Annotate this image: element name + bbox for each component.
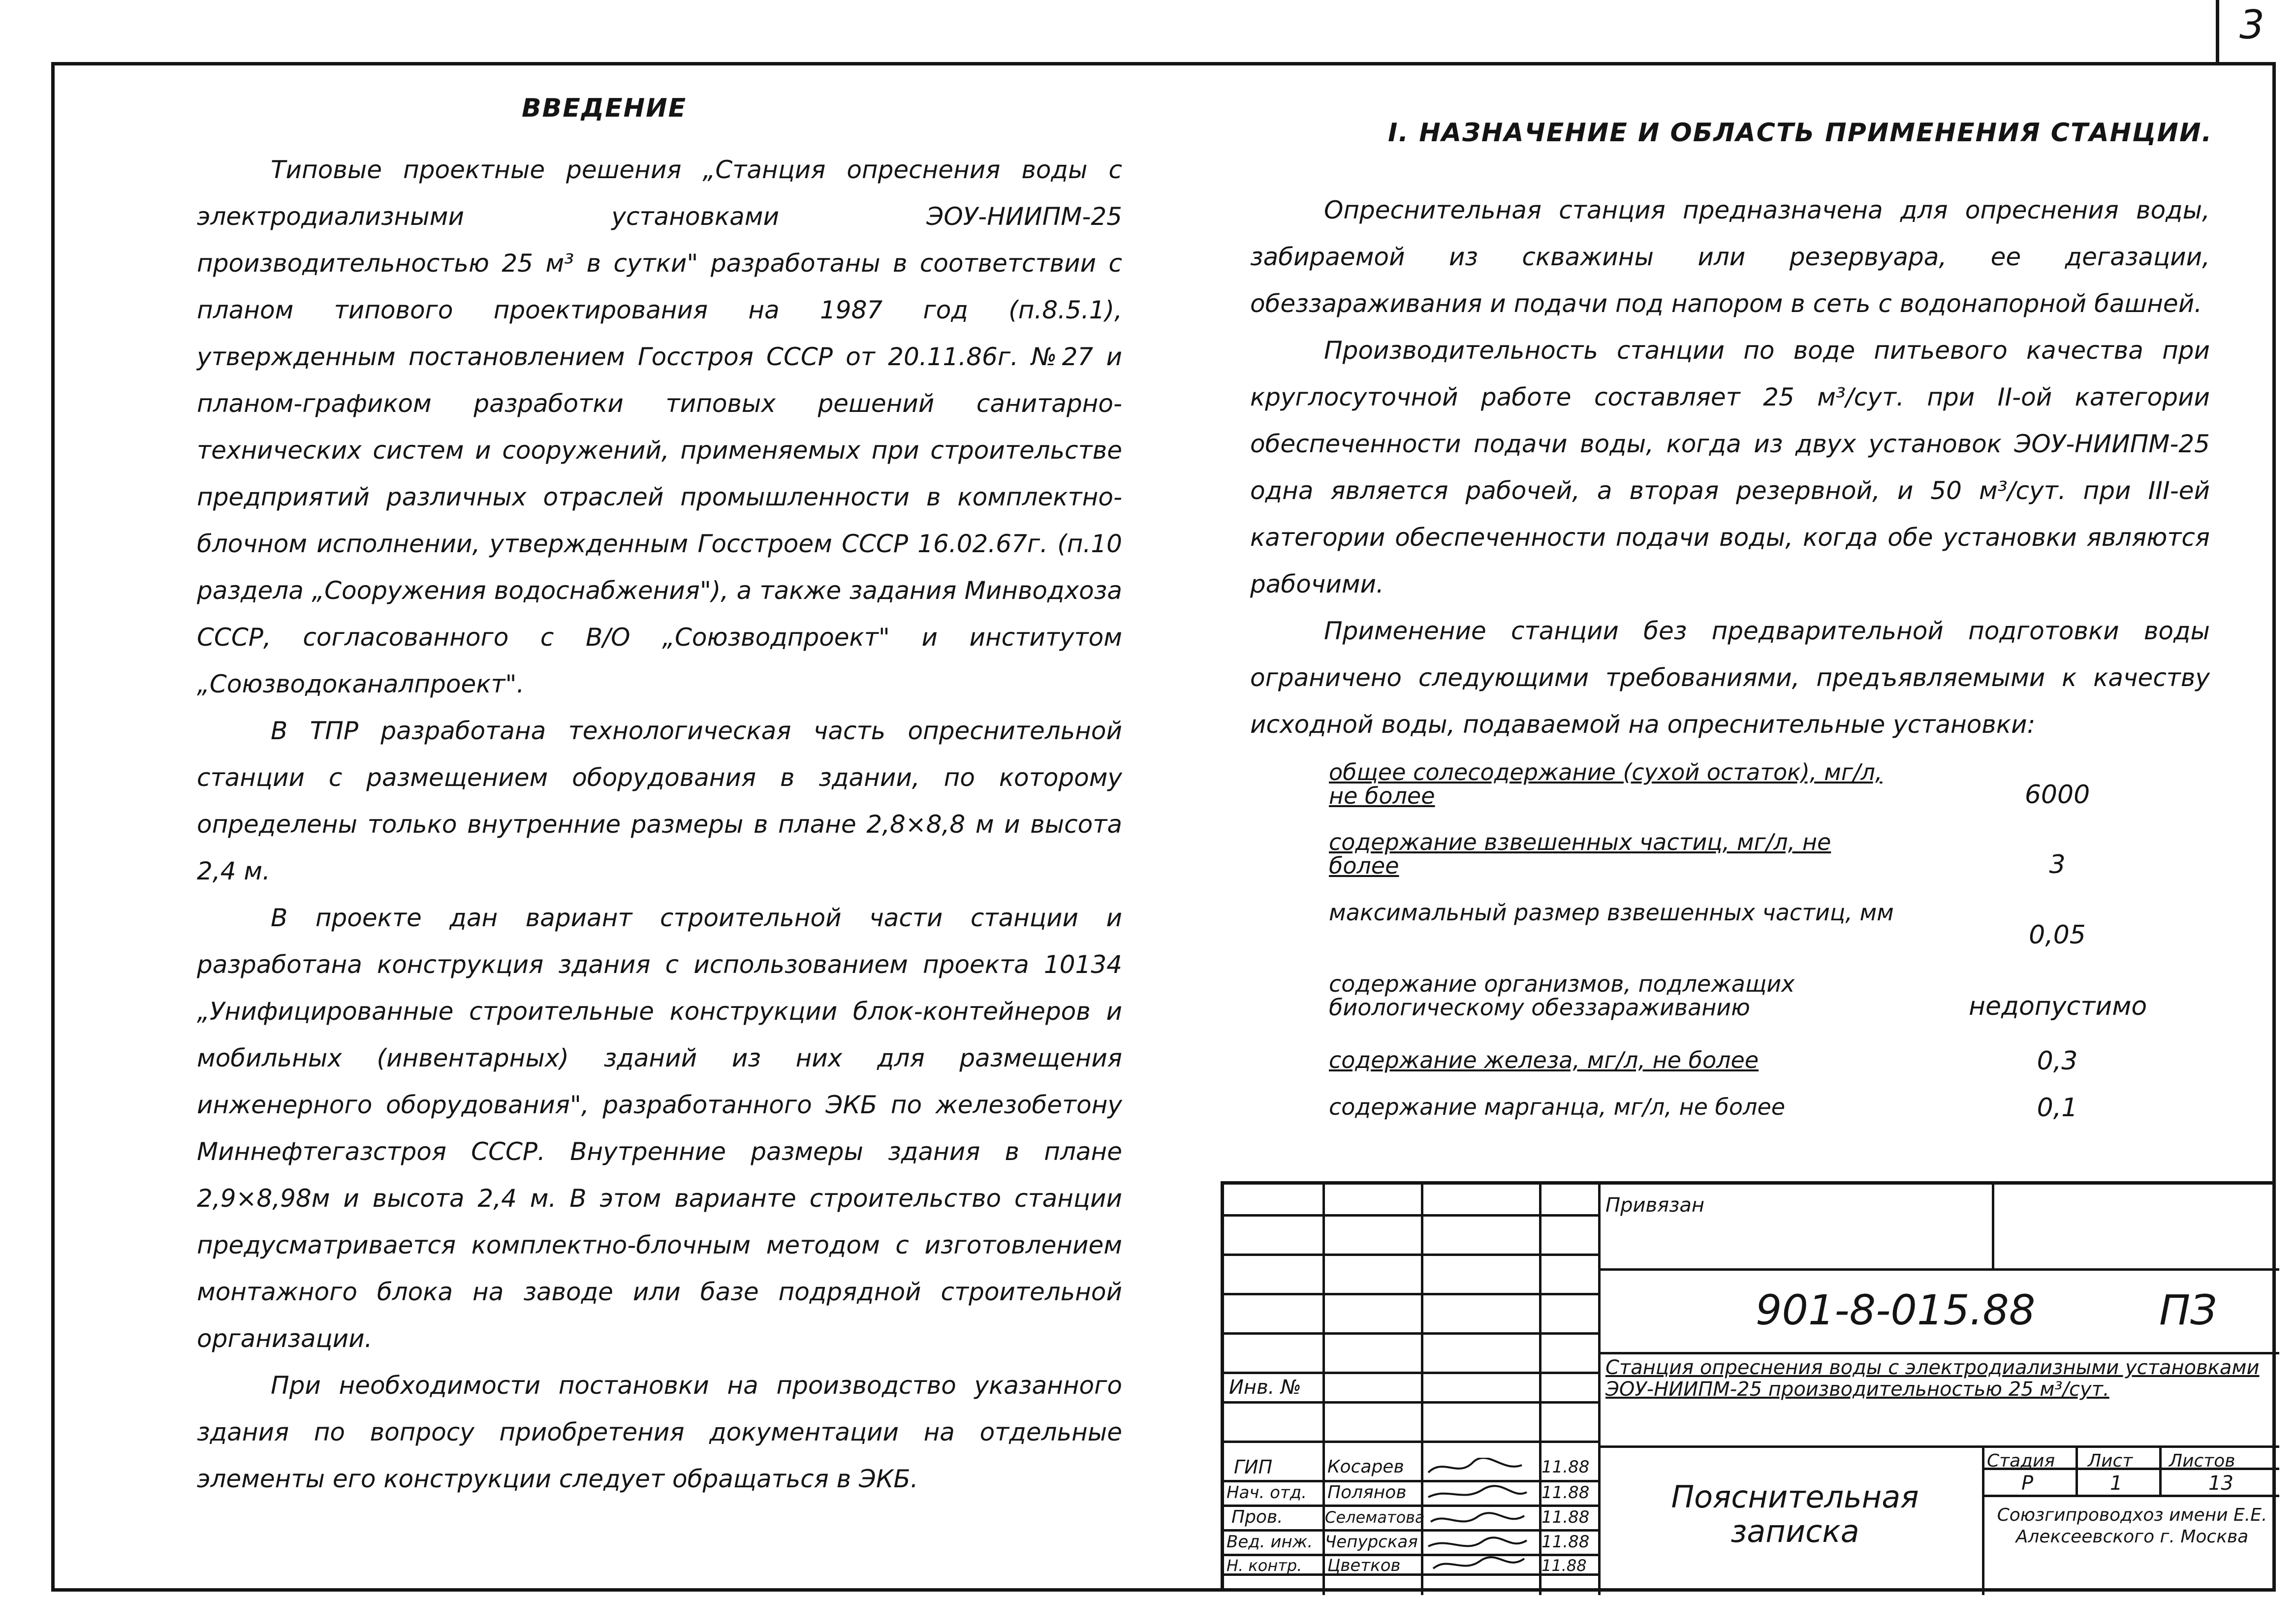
sheets-header: Листов bbox=[2169, 1451, 2235, 1471]
intro-heading: ВВЕДЕНИЕ bbox=[522, 94, 687, 123]
sheets-value: 13 bbox=[2208, 1472, 2233, 1495]
signature-name: Селематова bbox=[1325, 1508, 1425, 1527]
requirement-value: 0,3 bbox=[2037, 1046, 2078, 1076]
privyazan-label: Привязан bbox=[1605, 1194, 1705, 1217]
signature-date: 11.88 bbox=[1541, 1483, 1590, 1503]
requirement-value: 0,1 bbox=[2037, 1093, 2078, 1123]
sheet-number: 3 bbox=[2239, 2, 2265, 48]
requirement-label: содержание взвешенных частиц, мг/л, не более bbox=[1329, 829, 1831, 879]
stage-header: Стадия bbox=[1987, 1451, 2055, 1471]
requirement-label: содержание железа, мг/л, не более bbox=[1329, 1047, 1759, 1073]
signature-role: Н. контр. bbox=[1227, 1556, 1302, 1575]
title-block bbox=[1221, 1181, 2276, 1592]
requirement-label: максимальный размер взвешенных частиц, мм bbox=[1329, 899, 1894, 926]
requirement-label: содержание марганца, мг/л, не более bbox=[1329, 1094, 1786, 1120]
section1-heading: I. НАЗНАЧЕНИЕ И ОБЛАСТЬ ПРИМЕНЕНИЯ СТАНЦИИ. bbox=[1388, 118, 2213, 148]
requirement-value: недопустимо bbox=[1969, 992, 2147, 1021]
signature-name: Косарев bbox=[1327, 1457, 1404, 1477]
signature-role: Вед. инж. bbox=[1227, 1532, 1313, 1552]
handwritten-signatures bbox=[1423, 1458, 1537, 1576]
signature-name: Полянов bbox=[1327, 1482, 1407, 1503]
section1-text bbox=[1250, 187, 2210, 748]
project-title: Станция опреснения воды с электродиализными установками ЭОУ-НИИПМ-25 производительностью 25 м³/сут. bbox=[1605, 1356, 2260, 1401]
signature-name: Цветков bbox=[1327, 1556, 1401, 1575]
sheet-header: Лист bbox=[2088, 1451, 2133, 1471]
document-name: Пояснительная записка bbox=[1671, 1479, 1919, 1549]
requirement-value: 6000 bbox=[2024, 780, 2090, 810]
intro-paragraph: Типовые проектные решения „Станция опреснения воды с электродиализными установками ЭОУ-НИИПМ-25 производительностью 25 м³ в сутки" разработаны в соответствии с планом типового проектирования на 1987 год (п.8.5.1), утвержденным постановлением Госстроя СССР от 20.11.86г. №27 и планом-графиком разработки типовых решений санитарно-технических систем и сооружений, применяемых при строительстве предприятий различных отраслей промышленности в комплектно-блочном исполнении, утвержденным Госстроем СССР 16.02.67г. (п.10 раздела „Сооружения водоснабжения"), а также задания Минводхоза СССР, согласованного с В/О „Союзводпроект" и институтом „Союзводоканалпроект". bbox=[197, 156, 1122, 698]
intro-text bbox=[197, 147, 1122, 1503]
stage-value: Р bbox=[2021, 1472, 2034, 1495]
intro-paragraph: При необходимости постановки на производство указанного здания по вопросу приобретения документации на отдельные элементы его конструкции следует обращаться в ЭКБ. bbox=[197, 1371, 1122, 1493]
signature-date: 11.88 bbox=[1541, 1457, 1590, 1477]
inventory-number-label: Инв. № bbox=[1229, 1376, 1301, 1399]
section1-paragraph: Производительность станции по воде питьевого качества при круглосуточной работе составляет 25 м³/сут. при II-ой категории обеспеченности подачи воды, когда из двух установок ЭОУ-НИИПМ-25 одна является рабочей, а вторая резервной, и 50 м³/сут. при III-ей категории обеспеченности подачи воды, когда обе установки являются рабочими. bbox=[1250, 336, 2210, 598]
requirement-label: содержание организмов, подлежащих биологическому обеззараживанию bbox=[1329, 971, 1795, 1021]
requirement-label: общее солесодержание (сухой остаток), мг/л, не более bbox=[1329, 759, 1883, 809]
section1-paragraph: Применение станции без предварительной подготовки воды ограничено следующими требованиями, предъявляемыми к качеству исходной воды, подаваемой на опреснительные установки: bbox=[1250, 617, 2210, 739]
intro-paragraph: В проекте дан вариант строительной части станции и разработана конструкция здания с использованием проекта 10134 „Унифицированные строительные конструкции блок-контейнеров и мобильных (инвентарных) зданий из них для размещения инженерного оборудования", разработанного ЭКБ по железобетону Миннефтегазстроя СССР. Внутренние размеры здания в плане 2,9×8,98м и высота 2,4 м. В этом варианте строительство станции предусматривается комплектно-блочным методом с изготовлением монтажного блока на заводе или базе подрядной строительной организации. bbox=[197, 904, 1122, 1353]
sheet-value: 1 bbox=[2110, 1472, 2123, 1495]
requirement-value: 0,05 bbox=[2029, 920, 2086, 950]
signature-date: 11.88 bbox=[1541, 1507, 1590, 1527]
signature-date: 11.88 bbox=[1541, 1556, 1587, 1575]
section1-paragraph: Опреснительная станция предназначена для опреснения воды, забираемой из скважины или резервуара, ее дегазации, обеззараживания и подачи под напором в сеть с водонапорной башней. bbox=[1250, 196, 2210, 318]
signature-role: Пров. bbox=[1231, 1507, 1283, 1527]
signature-role: ГИП bbox=[1234, 1456, 1273, 1478]
intro-paragraph: В ТПР разработана технологическая часть опреснительной станции с размещением оборудования в здании, по которому определены только внутренние размеры в плане 2,8×8,8 м и высота 2,4 м. bbox=[197, 717, 1122, 885]
requirement-value: 3 bbox=[2049, 850, 2066, 879]
signature-name: Чепурская bbox=[1325, 1532, 1418, 1552]
organization: Союзгипроводхоз имени Е.Е. Алексеевского г. Москва bbox=[1997, 1505, 2267, 1547]
signature-role: Нач. отд. bbox=[1227, 1483, 1307, 1503]
document-type: ПЗ bbox=[2159, 1286, 2217, 1334]
signature-date: 11.88 bbox=[1541, 1532, 1590, 1552]
document-code: 901-8-015.88 bbox=[1756, 1286, 2036, 1334]
